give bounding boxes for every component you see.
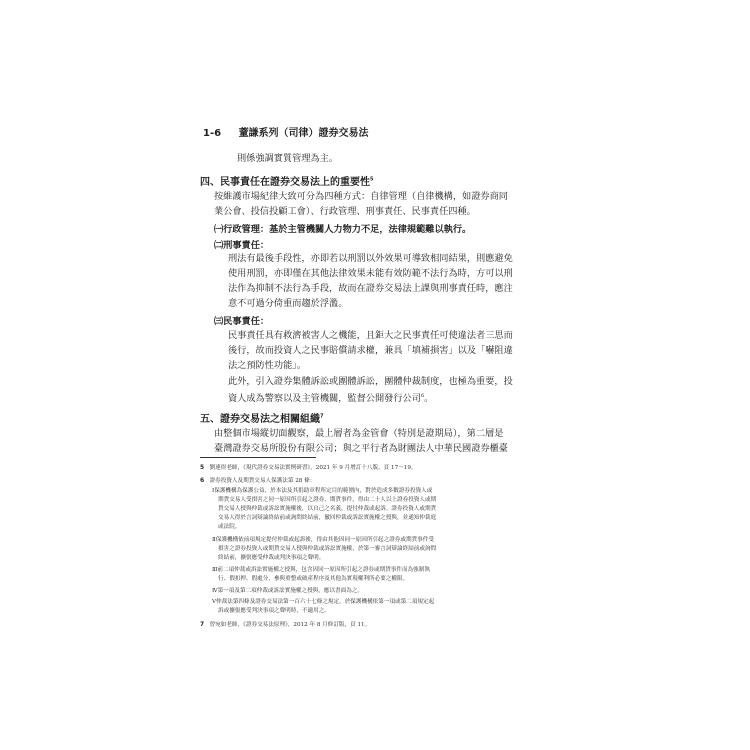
criminal-line2: 使用刑罰，亦即僅在其他法律效果未能有效防範不法行為時，方可以刑 — [228, 268, 513, 279]
fn6-para5-line2: 訴或擴張應受判決事項之聲明時，不適用之。 — [218, 608, 330, 614]
fn6-para1-line5: 或法院。 — [218, 524, 241, 530]
item-civil: ㈢民事責任： — [214, 316, 270, 327]
fn6-para1-line3: 貨交易人授與仲裁或訴訟實施權後，以自己之名義，提付仲裁或起訴。證券投資人或期貨 — [218, 506, 437, 512]
fn6-para2-line2: 損害之證券投資人或期貨交易人授與仲裁或訴訟實施權，於第一審言詞辯論終結前或詢問 — [218, 546, 437, 552]
section5-heading — [200, 410, 323, 425]
footnote-5 — [200, 463, 416, 473]
section4-heading-text: 四、民事責任在證券交易法上的重要性 — [200, 177, 370, 188]
fn6-para2-line3: 終結前，擴張應受仲裁或判決事項之聲明。 — [218, 555, 325, 561]
section5-heading-text: 五、證券交易法之相關組織 — [200, 414, 320, 425]
section4-heading — [200, 173, 373, 188]
page-number: 1-6 — [203, 128, 222, 139]
running-header — [203, 124, 369, 139]
fn6-para1-line4: 交易人得於言詞辯論終結前或詢問終結前，撤回仲裁或訴訟實施權之授與，並通知仲裁庭 — [218, 515, 437, 521]
footnote-ref-7: 7 — [320, 413, 324, 420]
fn6-para5-line1: Ⅴ仲裁法第四條及證券交易法第一百六十七條之規定，於保護機構依第一項或第二項規定起 — [212, 599, 435, 605]
footnote-7-text: 曾宛如老師，《證券交易法原理》，2012 年 8 月修訂版，頁 11。 — [209, 622, 371, 628]
fn6-para2-line1: Ⅱ保護機構依前項規定提付仲裁或起訴後，得由其他因同一原因所引起之證券或期貨事件受 — [212, 537, 434, 543]
fn6-para1-line2: 期貨交易人受損害之同一原因所引起之證券、期貨事件，得由二十人以上證券投資人或期 — [218, 497, 437, 503]
civil-line4: 此外，引入證券集體訴訟或團體訴訟，團體仲裁制度，也極為重要，投 — [228, 376, 513, 387]
fn6-para1-line1: Ⅰ保護機構為保護公益，於本法及其捐助章程所定目的範圍內，對於造成多數證券投資人或 — [212, 488, 433, 494]
footnote-5-text: 劉連煜老師，《現代證券交易法實例研習》，2021 年 9 月增訂十八版，頁 17～19。 — [209, 465, 417, 471]
footnote-6 — [200, 476, 315, 486]
civil-line5-text: 資人成為警察以及主管機關，監督公開發行公司 — [228, 393, 421, 405]
item-criminal: ㈡刑事責任： — [214, 240, 270, 251]
section5-line1: 由整個市場縱切面觀察，最上層者為金管會（特別是證期局），第二層是 — [214, 428, 504, 439]
footnote-5-number: 5 — [200, 464, 205, 471]
criminal-line4: 意不可過分倚重而趨於浮濫。 — [228, 298, 348, 309]
fn6-para3-line2: 行、假扣押、假處分、參與重整或破產程序及其他為實現權利所必要之權限。 — [218, 576, 409, 582]
footnote-ref-5: 5 — [370, 176, 374, 183]
civil-line5 — [228, 390, 433, 405]
item-administrative: ㈠行政管理：基於主管機關人力物力不足，法律規範難以執行。 — [214, 224, 472, 235]
footnote-6-number: 6 — [200, 477, 205, 484]
criminal-line3: 法作為抑制不法行為手段，故而在證券交易法上課與刑事責任時，應注 — [228, 283, 513, 294]
footnote-7 — [200, 620, 370, 630]
footnote-ref-6: 6 — [420, 393, 425, 399]
footnote-7-number: 7 — [200, 621, 205, 628]
civil-line2: 後行，故而投資人之民事賠償請求權，兼具「填補損害」以及「嚇阻違 — [228, 345, 513, 356]
fn6-para4: Ⅳ第一項及第二項仲裁或訴訟實施權之授與，應以書面為之。 — [212, 588, 364, 594]
book-title: 蕫謙系列（司律）證券交易法 — [238, 128, 369, 139]
footnote-divider — [200, 457, 316, 458]
civil-line5-end: 。 — [424, 393, 434, 405]
section4-p1-line1: 按維護市場紀律大致可分為四種方式：自律管理（自律機構，如證券商同 — [214, 191, 508, 202]
intro-line: 則係強調實質管理為主。 — [237, 153, 339, 164]
footnote-6-title: 證券投資人及期貨交易人保護法第 28 條： — [209, 478, 316, 484]
civil-line1: 民事責任具有救濟被害人之機能，且鉅大之民事責任可使違法者三思而 — [228, 330, 513, 341]
section4-p1-line2: 業公會、投信投顧工會）、行政管理、刑事責任、民事責任四種。 — [214, 206, 476, 217]
section5-line2: 臺灣證券交易所股份有限公司；與之平行者為財團法人中華民國證券櫃臺 — [214, 443, 508, 454]
criminal-line1: 刑法有最後手段性，亦即若以刑罰以外效果可導致相同結果，則應避免 — [228, 253, 513, 264]
fn6-para3-line1: Ⅲ前二項仲裁或訴訟實施權之授與，包含因同一原因所引起之證券或期貨事件而為強制執 — [212, 567, 430, 573]
civil-line3: 法之預防性功能」。 — [228, 360, 307, 371]
